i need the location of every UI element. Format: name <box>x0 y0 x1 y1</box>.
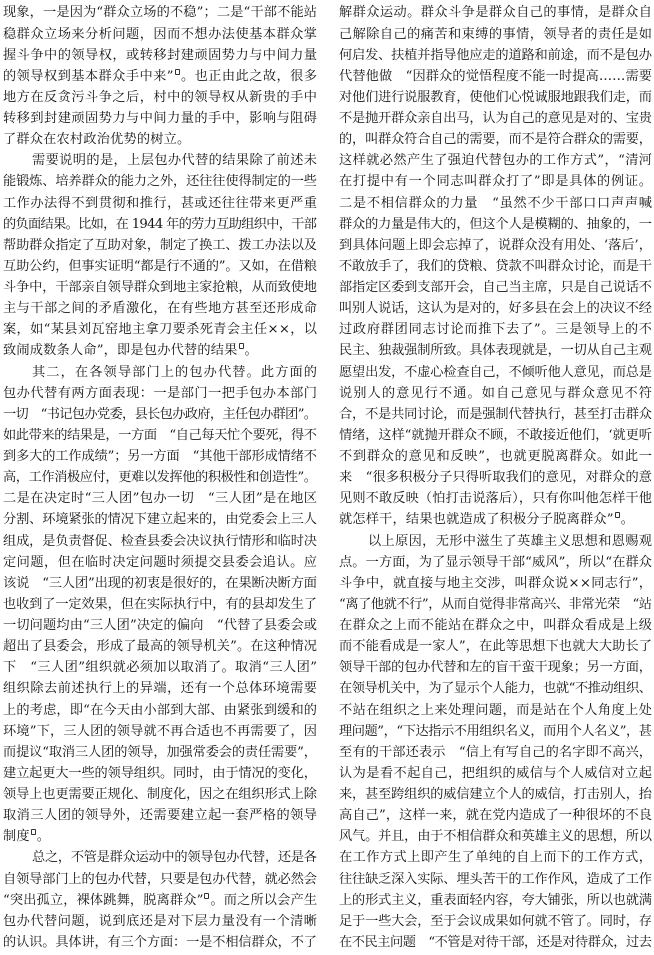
text-line <box>3 87 317 108</box>
text-line <box>339 383 652 404</box>
text-line <box>339 298 652 319</box>
text-line <box>339 700 652 721</box>
line-text: 斗争中，干部亲自领导群众到地主家抢粮，从而致使地 <box>3 280 317 296</box>
footnote-marker <box>175 69 180 75</box>
line-text: 建立起更大一些的领导组织。同时，由于情况的变化， <box>3 765 317 781</box>
line-text: 领导上也更需要正规化、制度化，因之在组织形式上除 <box>3 787 317 803</box>
line-text: 地方在反贪污斗争之后，村中的领导权从新贵的手中 <box>3 89 318 105</box>
text-line <box>339 847 652 868</box>
text-line <box>339 552 652 573</box>
text-line <box>3 552 317 573</box>
text-line <box>3 319 317 340</box>
line-text: 来 “很多积极分子只得听取我们的意见，对群众的意 <box>339 470 653 486</box>
line-text: 见则不敢反映（怕打击说落后），只有你叫他怎样干他 <box>339 491 653 507</box>
line-text: 不是抛开群众亲自出马，认为自己的意见是对的、宝贵 <box>339 111 652 127</box>
text-line <box>339 193 652 214</box>
line-text: 需要说明的是，上层包办代替的结果除了前述未 <box>32 153 318 169</box>
line-text: 帮助群众指定了互助对象，制定了换工、拨工办法以及 <box>3 237 317 253</box>
line-text: 领导干部的包办代替和左的盲干蛮干现象；另一方面， <box>339 660 652 676</box>
line-text: 包办代替有两方面表现：一是部门一把手包办本部门 <box>3 385 318 401</box>
text-line <box>339 488 652 509</box>
line-text: 该说 “三人团”出现的初衷是很好的，在果断决断方面 <box>3 575 317 591</box>
text-segment: 。而之所以会产生 <box>210 892 318 908</box>
line-text: 二是在决定时“三人团”包办一切 “三人团”是在地区 <box>3 491 318 507</box>
line-text: 愿望出发，不虚心检查自己，不倾听他人意见，而总是 <box>339 364 652 380</box>
text-line <box>3 763 317 784</box>
footnote-marker <box>615 512 620 518</box>
text-line <box>3 805 317 826</box>
text-line <box>339 425 652 446</box>
line-text: 到多大的工作成绩”；另一方面 “其他干部形成情绪不 <box>3 449 317 465</box>
text-segment: 致闹成数条人命”，即是包办代替的结果 <box>3 343 238 359</box>
line-text: 往往缺乏深入实际、埋头苦干的工作作风，造成了工作 <box>339 871 652 887</box>
line-text: 的认识。具体讲，有三个方面：一是不相信群众，不了 <box>3 934 317 950</box>
line-text: 二是不相信群众的力量 “虽然不少干部口口声声喊 <box>339 195 653 211</box>
text-line <box>339 678 652 699</box>
line-text: 分割、环境紧张的情况下建立起来的，由党委会上三人 <box>3 512 317 528</box>
text-line <box>3 784 317 805</box>
line-text: 高自己”，这样一来，就在党内造成了一种很坏的不良 <box>339 808 653 824</box>
text-line <box>3 256 317 277</box>
text-line <box>3 298 317 319</box>
line-text: 而不能看成是一家人”，在此等思想下也就大大助长了 <box>339 639 653 655</box>
text-line <box>3 425 317 446</box>
text-line <box>3 932 317 953</box>
line-text: 现象，一是因为“群众立场的不稳”；二是“干部不能站 <box>3 5 318 21</box>
line-text: 不站在组织之上来处理问题，而是站在个人角度上处 <box>339 702 653 718</box>
line-text: 部指定区委到支部开会，自己当主席，只是自己说话不 <box>339 280 652 296</box>
line-text: 工作办法得不到贯彻和推行，甚或还往往带来更严重 <box>3 195 318 211</box>
line-text: 组成，是负责督促、检查县委会决议执行情形和临时决 <box>3 533 317 549</box>
line-text: 何启发、扶植并指导他应走的道路和前途，而不是包办 <box>339 47 652 63</box>
text-line <box>339 340 652 361</box>
line-text: 风气。并且，由于不相信群众和英雄主义的思想，所以 <box>339 829 652 845</box>
line-text: 过政府群团同志讨论而推下去了”。三是领导上的不 <box>339 322 653 338</box>
text-segment: 的领导权到基本群众手中来” <box>3 68 174 84</box>
text-line <box>3 509 317 530</box>
text-segment: 。也正由此之故，很多 <box>180 68 318 84</box>
text-line <box>3 742 317 763</box>
line-text: 了群众在农村政治优势的树立。 <box>3 132 191 148</box>
text-line <box>3 446 317 467</box>
footnote-marker <box>204 893 209 899</box>
line-text: 理问题”，“下达指示不用组织名义，而用个人名义”，甚 <box>339 723 652 739</box>
text-segment: 。 <box>620 512 635 528</box>
line-text: 转移到封建顽固势力与中间力量的手中，影响与阻碍 <box>3 111 318 127</box>
line-text: “离了他就不行”，从而自觉得非常高兴、非常光荣 “站 <box>339 596 652 612</box>
line-text: 的，叫群众符合自己的需要，而不是符合群众的需要， <box>339 132 652 148</box>
text-line <box>3 193 317 214</box>
text-line <box>339 108 652 129</box>
text-line <box>3 573 317 594</box>
text-line <box>339 467 652 488</box>
text-line <box>339 256 652 277</box>
text-line <box>339 2 652 23</box>
line-text: 说别人的意见行不通。如自己意见与群众意见不符 <box>339 385 654 401</box>
text-line <box>3 277 317 298</box>
text-line <box>339 66 652 87</box>
text-line <box>339 805 652 826</box>
text-line <box>339 636 652 657</box>
text-line <box>3 890 317 911</box>
text-line <box>3 657 317 678</box>
text-line <box>339 932 652 953</box>
right-column <box>339 2 652 953</box>
text-line <box>339 742 652 763</box>
line-text: 定问题，但在临时决定问题时须提交县委会追认。应 <box>3 554 318 570</box>
text-line <box>339 277 652 298</box>
line-text: 叫别人说话，这认为是对的，好多县在会上的决议不经 <box>339 301 652 317</box>
text-line <box>339 24 652 45</box>
text-line <box>339 446 652 467</box>
text-line <box>339 721 652 742</box>
text-line <box>339 150 652 171</box>
line-text: 到具体问题上即会忘掉了，说群众没有用处、‘落后’， <box>339 237 653 253</box>
paragraph <box>339 531 652 954</box>
text-line <box>339 911 652 932</box>
line-text: 环境”下，三人团的领导就不再合适也不再需要了，因 <box>3 723 318 739</box>
line-text: 在领导机关中，为了显示个人能力，也就“不推动组织、 <box>339 681 652 697</box>
line-text: 一切 “书记包办党委，县长包办政府，主任包办群团”。 <box>3 406 317 422</box>
text-line <box>339 129 652 150</box>
line-text: 而提议“取消三人团的领导，加强常委会的责任需要”， <box>3 744 317 760</box>
line-text: 情绪，这样“就抛开群众不顾，不敢接近他们，‘就更听 <box>339 427 652 443</box>
text-line <box>339 763 652 784</box>
line-text: 至有的干部还表示 “信上有写自己的名字即不高兴， <box>339 744 653 760</box>
line-text: 高，工作消极应付，更难以发挥他的积极性和创造性”。 <box>3 470 317 486</box>
line-text: 下 “三人团”组织就必须加以取消了。取消“三人团” <box>3 660 318 676</box>
text-line <box>3 45 317 66</box>
text-line <box>339 531 652 552</box>
text-line <box>3 383 317 404</box>
text-segment: 就怎样干，结果也就造成了积极分子脱离群众” <box>339 512 614 528</box>
text-line <box>3 171 317 192</box>
line-text: 总之，不管是群众运动中的领导包办代替，还是各 <box>32 850 317 866</box>
text-line <box>3 615 317 636</box>
text-line <box>3 594 317 615</box>
line-text: 解群众运动。群众斗争是群众自己的事情，是群众自 <box>339 5 653 21</box>
text-line <box>339 784 652 805</box>
line-text: 一切问题均由“三人团”决定的偏向 “代替了县委会或 <box>3 618 318 634</box>
line-text: 在打提中有一个同志叫群众打了”即是具体的例证。 <box>339 174 653 190</box>
line-text: 不敢放手了，我们的贷粮、贷款不叫群众讨论，而是干 <box>339 258 652 274</box>
text-line <box>3 129 317 150</box>
line-text: 如此带来的结果是，一方面 “自己每天忙个要死，得不 <box>3 427 317 443</box>
footnote-marker <box>239 343 244 349</box>
line-text: 主与干部之间的矛盾激化，在有些地方甚至还形成命 <box>3 301 318 317</box>
left-column <box>3 2 317 953</box>
line-text: 群众的力量是伟大的，但这个人是模糊的、抽象的，一 <box>339 216 652 232</box>
text-line <box>3 847 317 868</box>
line-text: 上的形式主义，重表面轻内容，夸大铺张，所以也就满 <box>339 892 652 908</box>
line-text: 民主、独裁强制所致。具体表现就是，一切从自己主观 <box>339 343 652 359</box>
text-line <box>3 826 317 847</box>
paragraph <box>3 362 317 848</box>
line-text: 在不民主问题 “不管是对待干部，还是对待群众，过去 <box>339 934 652 950</box>
line-text: 握斗争中的领导权，或转移封建顽固势力与中间力量 <box>3 47 318 63</box>
line-text: 能锻炼、培养群众的能力之外，还往往使得制定的一些 <box>3 174 317 190</box>
text-segment: 。 <box>36 829 51 845</box>
line-text <box>3 890 317 911</box>
text-line <box>3 911 317 932</box>
text-line <box>339 214 652 235</box>
line-text: 超出了县委会，形成了最高的领导机关”。在这种情况 <box>3 639 318 655</box>
line-text: 代替他做 “因群众的觉悟程度不能一时提高……需要 <box>339 68 653 84</box>
line-text: 稳群众立场来分析问题，因而不想办法使基本群众掌 <box>3 26 318 42</box>
line-text: 自领导部门上的包办代替，只要是包办代替，就必然会 <box>3 871 317 887</box>
text-line <box>339 826 652 847</box>
text-line <box>3 235 317 256</box>
line-text: 组织除去前述执行上的异端，还有一个总体环境需要 <box>3 681 318 697</box>
line-text: 己解除自己的痛苦和束缚的事情，领导者的责任是如 <box>339 26 653 42</box>
text-line <box>339 362 652 383</box>
text-line <box>339 615 652 636</box>
text-line <box>3 636 317 657</box>
text-line <box>3 24 317 45</box>
line-text: 包办代替问题，说到底还是对下层力量没有一个清晰 <box>3 913 318 929</box>
text-line <box>339 235 652 256</box>
text-line <box>3 66 317 87</box>
text-line <box>3 869 317 890</box>
text-line <box>339 509 652 530</box>
text-line <box>3 150 317 171</box>
line-text: 在工作方式上即产生了单纯的自上而下的工作方式， <box>339 850 653 866</box>
text-line <box>3 340 317 361</box>
line-text: 认为是看不起自己，把组织的威信与个人威信对立起 <box>339 765 653 781</box>
text-segment: 。 <box>244 343 258 359</box>
text-line <box>3 362 317 383</box>
line-text: 在群众之上而不能站在群众之中，叫群众看成是上级 <box>339 618 653 634</box>
line-text: 案，如“某县刘瓦窑地主拿刀要杀死青会主任××，以 <box>3 322 318 338</box>
line-text: 以上原因，无形中滋生了英雄主义思想和恩赐观 <box>368 533 653 549</box>
line-text <box>3 826 50 847</box>
text-segment: “突出孤立，裸体跳舞，脱离群众” <box>3 892 204 908</box>
line-text <box>339 509 634 530</box>
line-text: 取消三人团的领导外，还需要建立起一套严格的领导 <box>3 808 318 824</box>
footnote-marker <box>31 829 36 835</box>
text-line <box>339 890 652 911</box>
line-text: 对他们进行说服教育，使他们心悦诚服地跟我们走，而 <box>339 89 652 105</box>
line-text: 斗争中，就直接与地主交涉，叫群众说××同志行”， <box>339 575 653 591</box>
text-line <box>3 214 317 235</box>
text-segment: 制度 <box>3 829 30 845</box>
line-text: 上的考虑，即“在今天由小部到大部、由紧张到缓和的 <box>3 702 318 718</box>
paragraph <box>3 150 317 361</box>
text-line <box>339 573 652 594</box>
line-text: 来，甚至跨组织的威信建立个人的威信，打击别人，抬 <box>339 787 652 803</box>
line-text: 点。一方面，为了显示领导干部“威风”，所以“在群众 <box>339 554 653 570</box>
text-line <box>3 404 317 425</box>
text-line <box>339 319 652 340</box>
text-line <box>3 108 317 129</box>
line-text: 的负面结果。比如，在 1944 年的劳力互助组织中，干部 <box>3 216 317 232</box>
line-text <box>3 66 317 87</box>
line-text <box>3 340 258 361</box>
line-text: 足于一些大会，至于会议成果如何就不管了。同时，存 <box>339 913 652 929</box>
paragraph-continued <box>3 2 317 150</box>
text-line <box>3 721 317 742</box>
line-text: 其二，在各领导部门上的包办代替。此方面的 <box>32 364 319 380</box>
paragraph-continued <box>339 2 652 530</box>
line-text: 这样就必然产生了强迫代替包办的工作方式”，“清河 <box>339 153 653 169</box>
line-text: 不到群众的意见和反映”，也就更脱离群众。如此一 <box>339 449 653 465</box>
text-line <box>3 531 317 552</box>
text-line <box>3 678 317 699</box>
text-line <box>339 594 652 615</box>
text-line <box>339 87 652 108</box>
text-line <box>3 467 317 488</box>
text-line <box>339 657 652 678</box>
line-text: 互助公约，但事实证明“都是行不通的”。又如，在借粮 <box>3 258 317 274</box>
text-line <box>339 171 652 192</box>
text-line <box>339 45 652 66</box>
paragraph <box>3 847 317 953</box>
line-text: 也收到了一定效果，但在实际执行中，有的县却发生了 <box>3 596 317 612</box>
text-line <box>3 2 317 23</box>
text-line <box>339 869 652 890</box>
text-line <box>339 404 652 425</box>
line-text: 合，不是共同讨论，而是强制代替执行，甚至打击群众 <box>339 406 652 422</box>
text-line <box>3 700 317 721</box>
text-line <box>3 488 317 509</box>
